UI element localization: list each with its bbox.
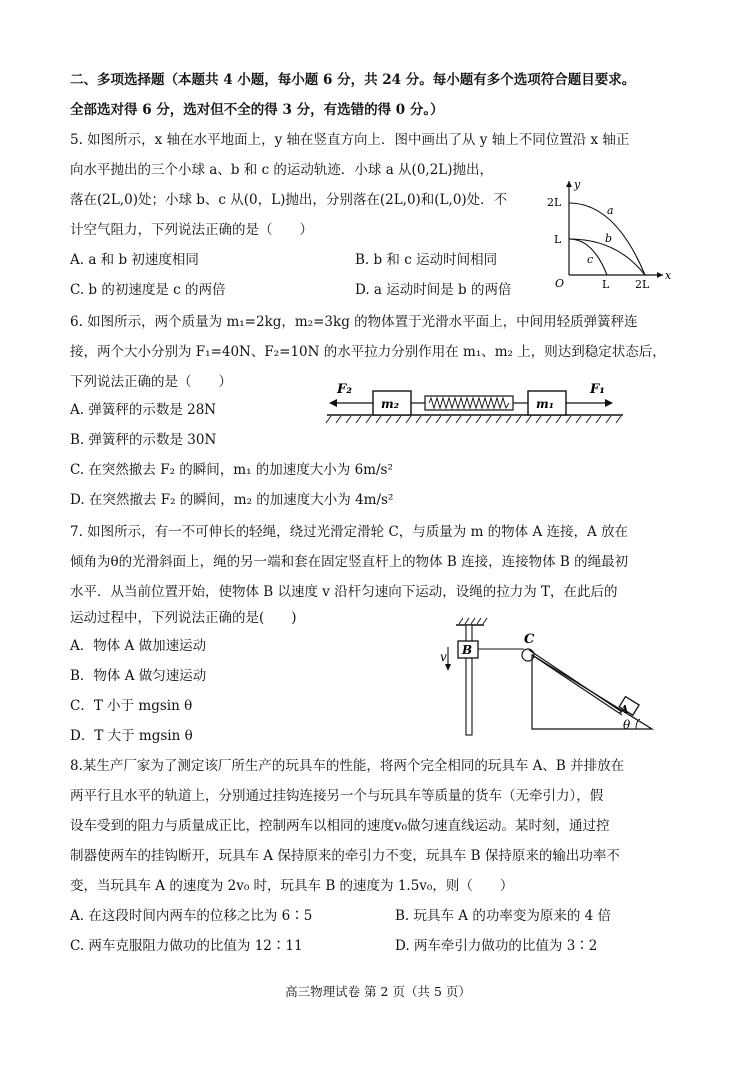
q8-option-a: A. 在这段时间内两车的位移之比为 6∶5 — [70, 908, 313, 924]
q8-option-c: C. 两车克服阻力做功的比值为 12∶11 — [70, 938, 303, 954]
q5-stem-line3: 落在(2L,0)处；小球 b、c 从(0，L)抛出，分别落在(2L,0)和(L,0)处．不 — [70, 192, 508, 208]
q6-spring-figure — [325, 375, 625, 430]
q8-stem-line1: 8.某生产厂家为了测定该厂所生产的玩具车的性能，将两个完全相同的玩具车 A、B 并排放在 — [70, 758, 625, 774]
q5-option-a: A. a 和 b 初速度相同 — [70, 252, 199, 268]
rope-incline — [529, 650, 622, 712]
q7-option-d: D．T 大于 mgsin θ — [70, 728, 193, 744]
q8-stem-line3: 设车受到的阻力与质量成正比，控制两车以相同的速度v₀做匀速直线运动。某时刻，通过控 — [70, 818, 610, 834]
label-b: B — [462, 643, 473, 657]
q6-stem-line1: 6. 如图所示，两个质量为 m₁=2kg，m₂=3kg 的物体置于光滑水平面上，中间用轻质弹簧秤连 — [70, 314, 638, 330]
q6-option-a: A. 弹簧秤的示数是 28N — [70, 402, 217, 418]
q6-option-b: B. 弹簧秤的示数是 30N — [70, 432, 217, 448]
q7-stem-line3: 水平．从当前位置开始，使物体 B 以速度 v 沿杆匀速向下运动，设绳的拉力为 T，在此后的 — [70, 584, 618, 600]
tick-L-x: L — [602, 278, 610, 291]
label-f1: F₁ — [590, 382, 605, 397]
q8-option-b: B. 玩具车 A 的功率变为原来的 4 倍 — [395, 908, 612, 924]
q5-option-d: D. a 运动时间是 b 的两倍 — [355, 282, 512, 298]
q7-option-b: B．物体 A 做匀速运动 — [70, 668, 207, 684]
q5-option-b: B. b 和 c 运动时间相同 — [355, 252, 498, 268]
tick-L-y: L — [554, 233, 562, 246]
section-title-line2: 全部选对得 6 分，选对但不全的得 3 分，有选错的得 0 分。） — [70, 102, 444, 118]
q6-option-c: C. 在突然撤去 F₂ 的瞬间，m₁ 的加速度大小为 6m/s² — [70, 462, 393, 478]
q7-option-c: C．T 小于 mgsin θ — [70, 698, 193, 714]
q5-stem-line4: 计空气阻力，下列说法正确的是（ ） — [70, 222, 313, 238]
q6-stem-line2: 接，两个大小分别为 F₁=40N、F₂=10N 的水平拉力分别作用在 m₁、m₂ 上，则达到稳定状态后， — [70, 344, 666, 360]
origin-label: O — [555, 277, 565, 290]
q8-stem-line5: 变，当玩具车 A 的速度为 2v₀ 时，玩具车 B 的速度为 1.5v₀，则（ ） — [70, 878, 514, 894]
q8-option-d: D. 两车牵引力做功的比值为 3∶2 — [395, 938, 598, 954]
q7-pulley-figure — [440, 615, 670, 745]
tick-2L-y: 2L — [547, 196, 562, 209]
axis-y-label: y — [574, 178, 581, 191]
q8-stem-line4: 制器使两车的挂钩断开，玩具车 A 保持原来的牵引力不变，玩具车 B 保持原来的输出功率不 — [70, 848, 620, 864]
q5-stem-line2: 向水平抛出的三个小球 a、b 和 c 的运动轨迹．小球 a 从(0,2L)抛出， — [70, 162, 494, 178]
q5-trajectory-figure — [545, 175, 675, 295]
section-title-line1: 二、多项选择题（本题共 4 小题，每小题 6 分，共 24 分。每小题有多个选项符合题目要求。 — [70, 72, 636, 88]
q7-option-a: A．物体 A 做加速运动 — [70, 638, 207, 654]
axis-x-label: x — [665, 269, 672, 282]
q8-stem-line2: 两平行且水平的轨道上，分别通过挂钩连接另一个与玩具车等质量的货车（无牵引力），假 — [70, 788, 604, 804]
label-m1: m₁ — [536, 397, 554, 411]
curve-label-c: c — [587, 253, 594, 266]
q5-option-c: C. b 的初速度是 c 的两倍 — [70, 282, 226, 298]
label-a: A — [620, 703, 629, 716]
label-c: C — [524, 632, 535, 647]
q6-option-d: D. 在突然撤去 F₂ 的瞬间，m₂ 的加速度大小为 4m/s² — [70, 492, 394, 508]
curve-label-a: a — [607, 204, 614, 217]
q5-stem-line1: 5. 如图所示，x 轴在水平地面上，y 轴在竖直方向上．图中画出了从 y 轴上不同位置沿 x 轴正 — [70, 132, 630, 148]
q7-stem-line4: 运动过程中，下列说法正确的是( ) — [70, 610, 297, 626]
tick-2L-x: 2L — [635, 278, 650, 291]
label-v: v — [440, 650, 447, 664]
label-m2: m₂ — [381, 397, 399, 411]
curve-label-b: b — [605, 232, 613, 245]
q6-stem-line3: 下列说法正确的是（ ） — [70, 374, 232, 390]
q7-stem-line1: 7. 如图所示，有一不可伸长的轻绳，绕过光滑定滑轮 C，与质量为 m 的物体 A 连接，A 放在 — [70, 524, 629, 540]
label-theta: θ — [623, 718, 631, 732]
page-footer: 高三物理试卷 第 2 页（共 5 页） — [285, 984, 471, 999]
label-f2: F₂ — [337, 382, 352, 397]
q7-stem-line2: 倾角为θ的光滑斜面上，绳的另一端和套在固定竖直杆上的物体 B 连接，连接物体 B 的绳最初 — [70, 554, 629, 570]
